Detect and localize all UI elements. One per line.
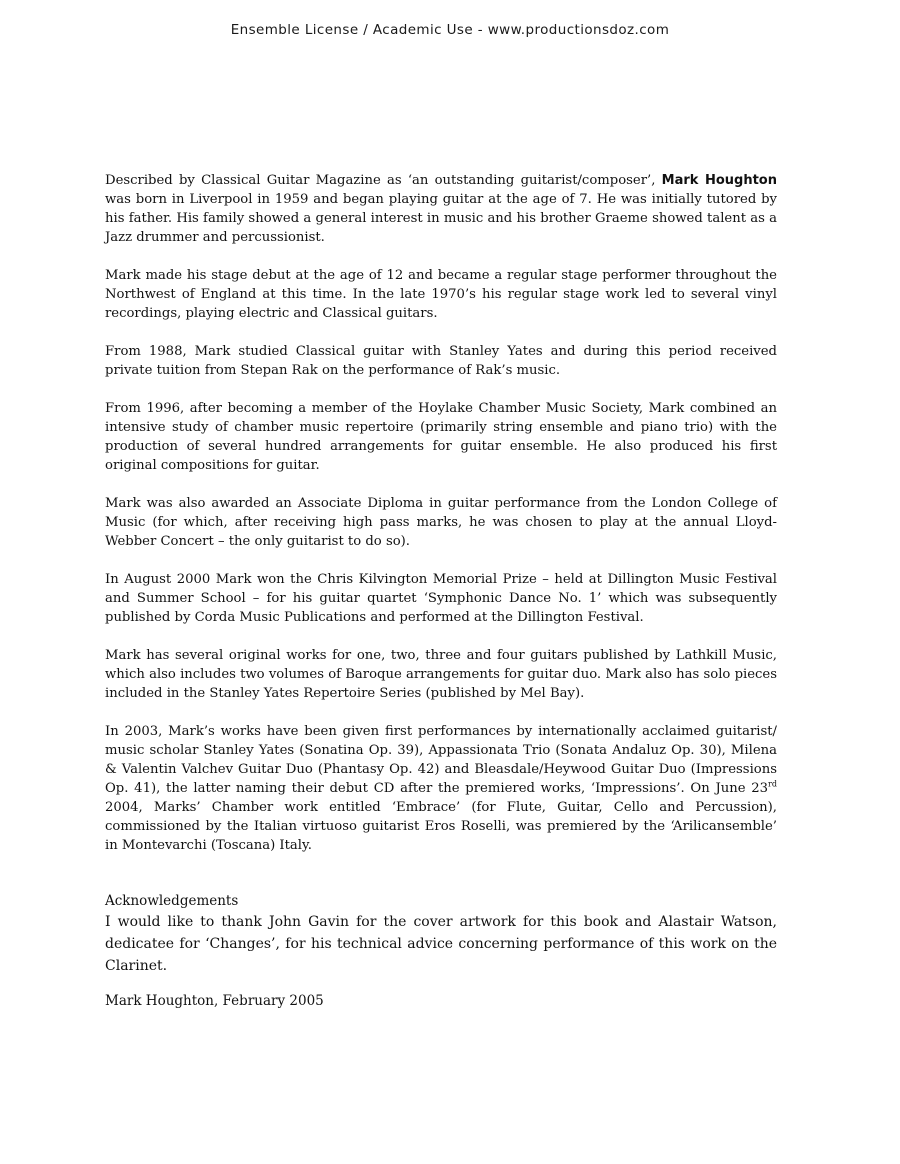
biography-body (105, 171, 777, 1011)
bio-paragraph-1-intro: Described by Classical Guitar Magazine as ‘an outstanding guitarist/composer’, (105, 173, 662, 188)
ordinal-suffix: rd (768, 779, 777, 789)
signature-line: Mark Houghton, February 2005 (105, 993, 324, 1009)
bio-paragraph-7: Mark has several original works for one, two, three and four guitars published by Lathkill Music, which also includes two volumes of Baroque arrangements for guitar duo. Mark also has solo pieces included in the Stanley Yates Repertoire Series (published by Mel Bay). (105, 648, 777, 701)
acknowledgements-section (105, 891, 777, 1011)
acknowledgements-heading: Acknowledgements (105, 893, 239, 909)
bio-paragraph-1-rest: was born in Liverpool in 1959 and began playing guitar at the age of 7. He was initially tutored by his father. His family showed a general interest in music and his brother Graeme showed talent as a Jazz drummer and percussionist. (105, 192, 777, 245)
bio-paragraph-2: Mark made his stage debut at the age of 12 and became a regular stage performer throughout the Northwest of England at this time. In the late 1970’s his regular stage work led to several vinyl recordings, playing electric and Classical guitars. (105, 268, 777, 321)
license-header: Ensemble License / Academic Use - www.productionsdoz.com (230, 22, 670, 38)
composer-name: Mark Houghton (661, 173, 777, 188)
bio-paragraph-8-start: In 2003, Mark’s works have been given first performances by internationally acclaimed guitarist/ music scholar Stanley Yates (Sonatina Op. 39), Appassionata Trio (Sonata Andaluz Op. 30), Milena & Valentin Valchev Guitar Duo (Phantasy Op. 42) and Bleasdale/Heywood Guitar Duo (Impressions Op. 41), the latter naming their debut CD after the premiered works, ‘Impressions’. On June 23 (105, 724, 777, 796)
bio-paragraph-8 (105, 722, 777, 855)
bio-paragraph-6: In August 2000 Mark won the Chris Kilvington Memorial Prize – held at Dillington Music Festival and Summer School – for his guitar quartet ‘Symphonic Dance No. 1’ which was subsequently published by Corda Music Publications and performed at the Dillington Festival. (105, 572, 777, 625)
acknowledgements-text: I would like to thank John Gavin for the cover artwork for this book and Alastair Watson, dedicatee for ‘Changes’, for his technical advice concerning performance of this work on the Clarinet. (105, 914, 777, 974)
bio-paragraph-5: Mark was also awarded an Associate Diploma in guitar performance from the London College of Music (for which, after receiving high pass marks, he was chosen to play at the annual Lloyd-Webber Concert – the only guitarist to do so). (105, 496, 777, 549)
bio-paragraph-4: From 1996, after becoming a member of the Hoylake Chamber Music Society, Mark combined an intensive study of chamber music repertoire (primarily string ensemble and piano trio) with the production of several hundred arrangements for guitar ensemble. He also produced his first original compositions for guitar. (105, 401, 777, 473)
bio-paragraph-1 (105, 171, 777, 247)
bio-paragraph-3: From 1988, Mark studied Classical guitar with Stanley Yates and during this period received private tuition from Stepan Rak on the performance of Rak’s music. (105, 344, 777, 378)
bio-paragraph-8-end: 2004, Marks’ Chamber work entitled ‘Embrace’ (for Flute, Guitar, Cello and Percussion), commissioned by the Italian virtuoso guitarist Eros Roselli, was premiered by the ‘Arilicansemble’ in Montevarchi (Toscana) Italy. (105, 800, 777, 853)
